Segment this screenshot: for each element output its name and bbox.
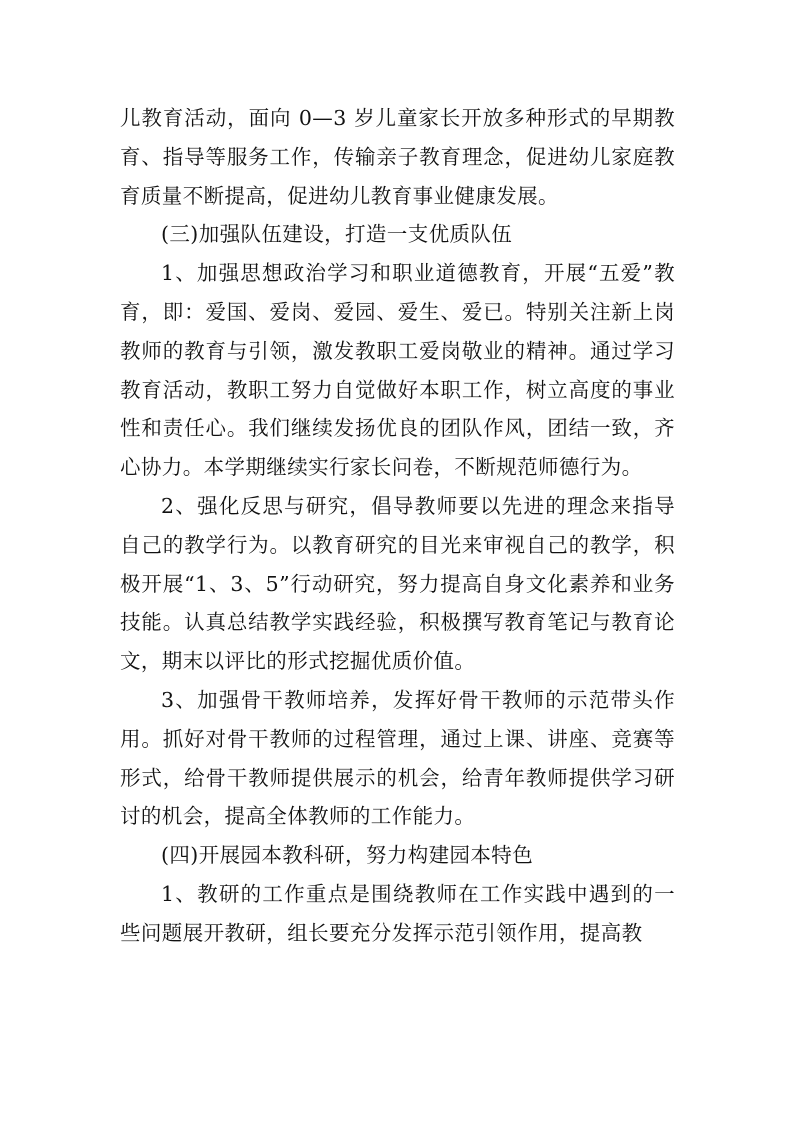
document-body <box>120 99 675 953</box>
paragraph-item-3: 3、加强骨干教师培养，发挥好骨干教师的示范带头作用。抓好对骨干教师的过程管理，通过上课、讲座、竞赛等形式，给骨干教师提供展示的机会，给青年教师提供学习研讨的机会，提高全体教师的工作能力。 <box>120 687 675 829</box>
section-heading-4: (四)开展园本教科研，努力构建园本特色 <box>161 843 534 868</box>
paragraph-item-1: 1、加强思想政治学习和职业道德教育，开展“五爱”教育，即：爱国、爱岗、爱园、爱生、爱已。特别关注新上岗教师的教育与引领，激发教职工爱岗敬业的精神。通过学习教育活动，教职工努力自觉做好本职工作，树立高度的事业性和责任心。我们继续发扬优良的团队作风，团结一致，齐心协力。本学期继续实行家长问卷，不断规范师德行为。 <box>120 261 675 480</box>
paragraph-continuation: 儿教育活动，面向 0—3 岁儿童家长开放多种形式的早期教育、指导等服务工作，传输亲子教育理念，促进幼儿家庭教育质量不断提高，促进幼儿教育事业健康发展。 <box>120 106 675 208</box>
paragraph-item-4-1: 1、教研的工作重点是围绕教师在工作实践中遇到的一些问题展开教研，组长要充分发挥示范引领作用，提高教 <box>120 881 675 945</box>
paragraph-item-2: 2、强化反思与研究，倡导教师要以先进的理念来指导自己的教学行为。以教育研究的目光来审视自己的教学，积极开展“1、3、5”行动研究，努力提高自身文化素养和业务技能。认真总结教学实践经验，积极撰写教育笔记与教育论文，期末以评比的形式挖掘优质价值。 <box>120 493 675 674</box>
section-heading-3: (三)加强队伍建设，打造一支优质队伍 <box>161 222 513 247</box>
